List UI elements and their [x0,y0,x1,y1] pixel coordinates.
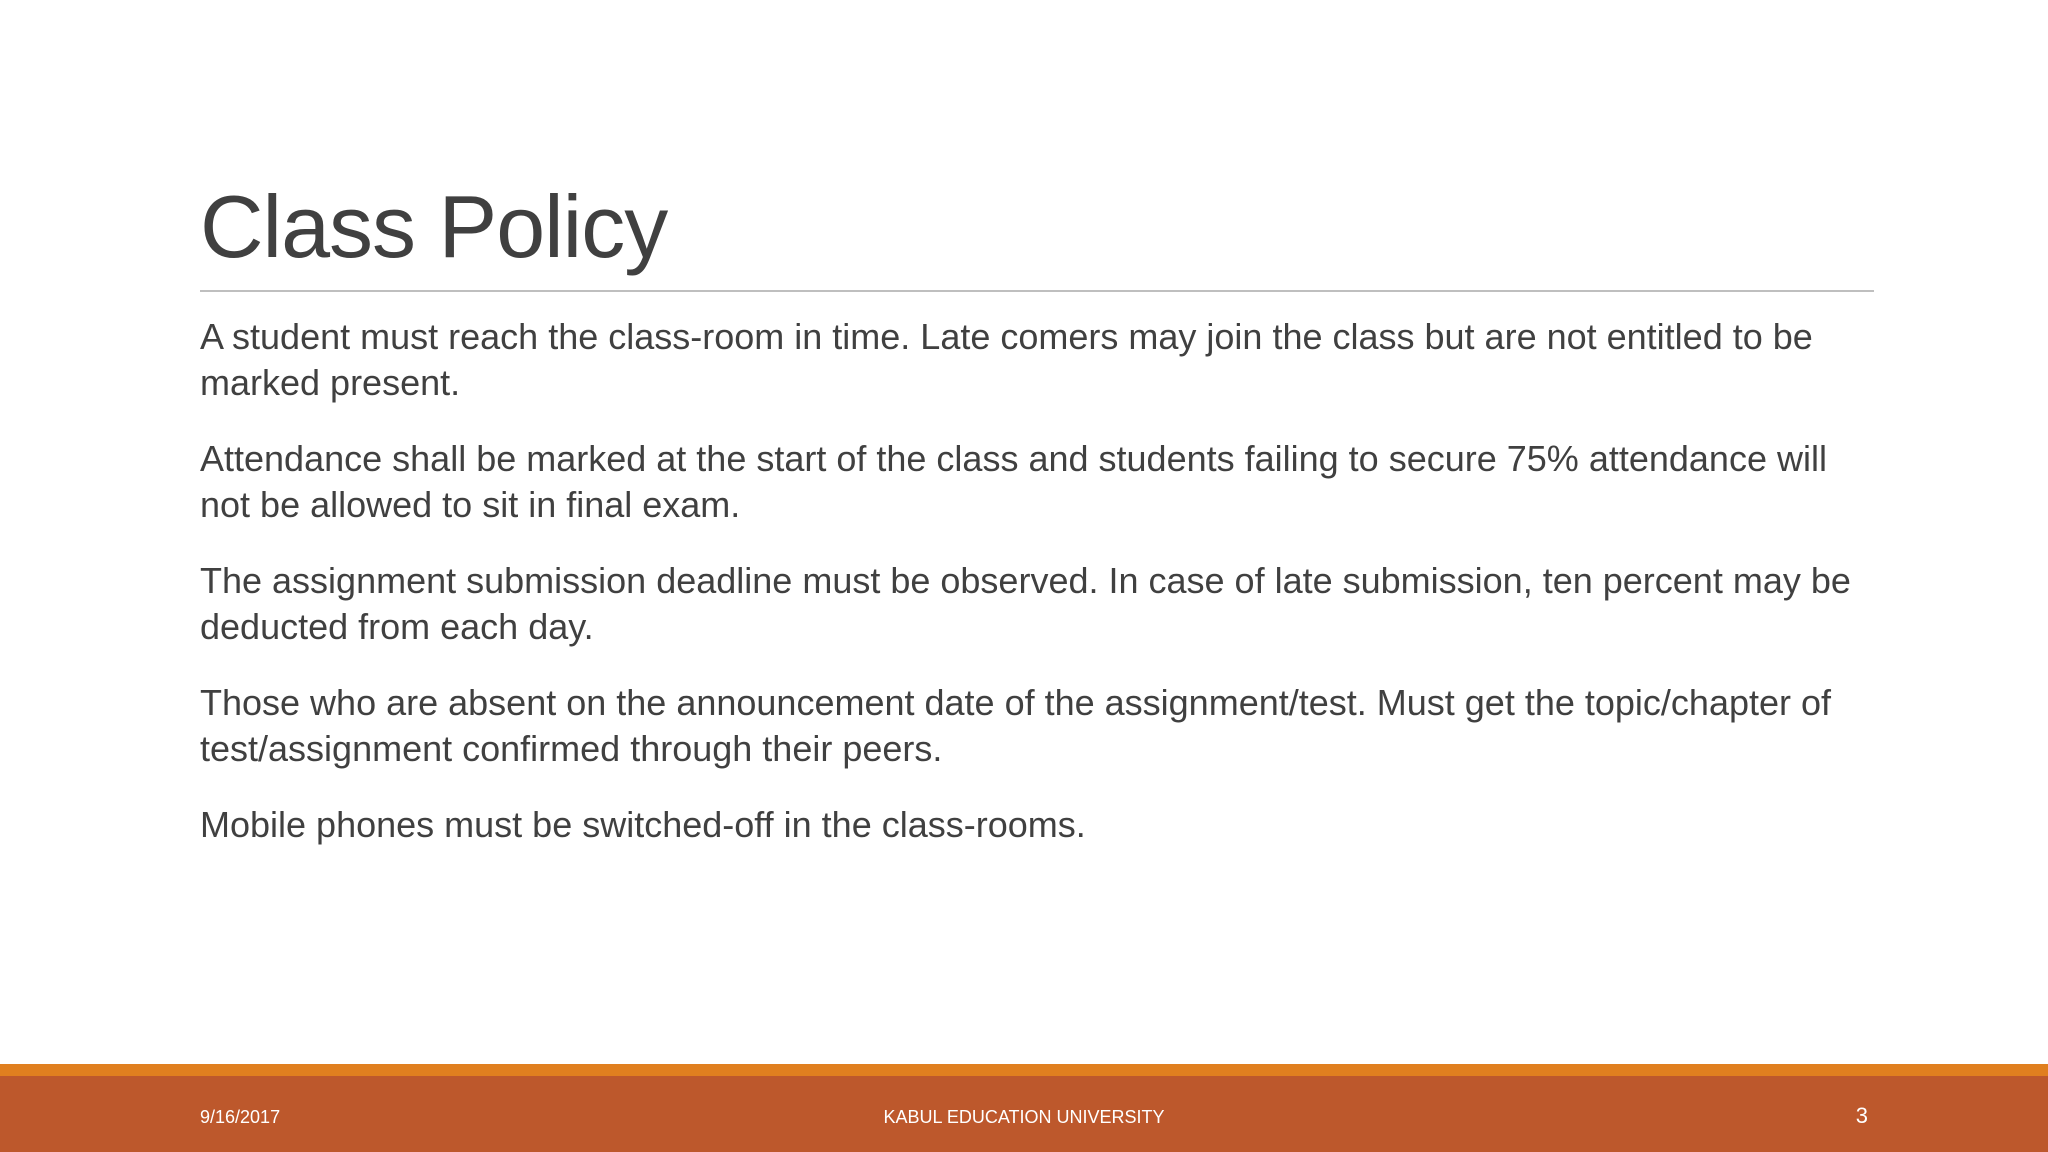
slide-title: Class Policy [200,177,668,276]
footer-organization: KABUL EDUCATION UNIVERSITY [883,1107,1165,1127]
policy-paragraph: Attendance shall be marked at the start of the class and students failing to secure 75% attendance will not be allowed to sit in final exam. [200,438,1827,525]
title-divider [200,290,1874,292]
policy-paragraph: Mobile phones must be switched-off in the class-rooms. [200,804,1086,845]
page-number: 3 [1855,1103,1868,1128]
policy-paragraph: The assignment submission deadline must be observed. In case of late submission, ten percent may be deducted from each day. [200,560,1851,647]
policy-paragraph: Those who are absent on the announcement date of the assignment/test. Must get the topic/chapter of test/assignment confirmed through their peers. [200,682,1832,769]
policy-paragraph: A student must reach the class-room in time. Late comers may join the class but are not entitled to be marked present. [200,316,1813,403]
footer-date: 9/16/2017 [200,1107,281,1127]
footer-accent-stripe [0,1064,2048,1076]
slide-body [200,314,1880,878]
